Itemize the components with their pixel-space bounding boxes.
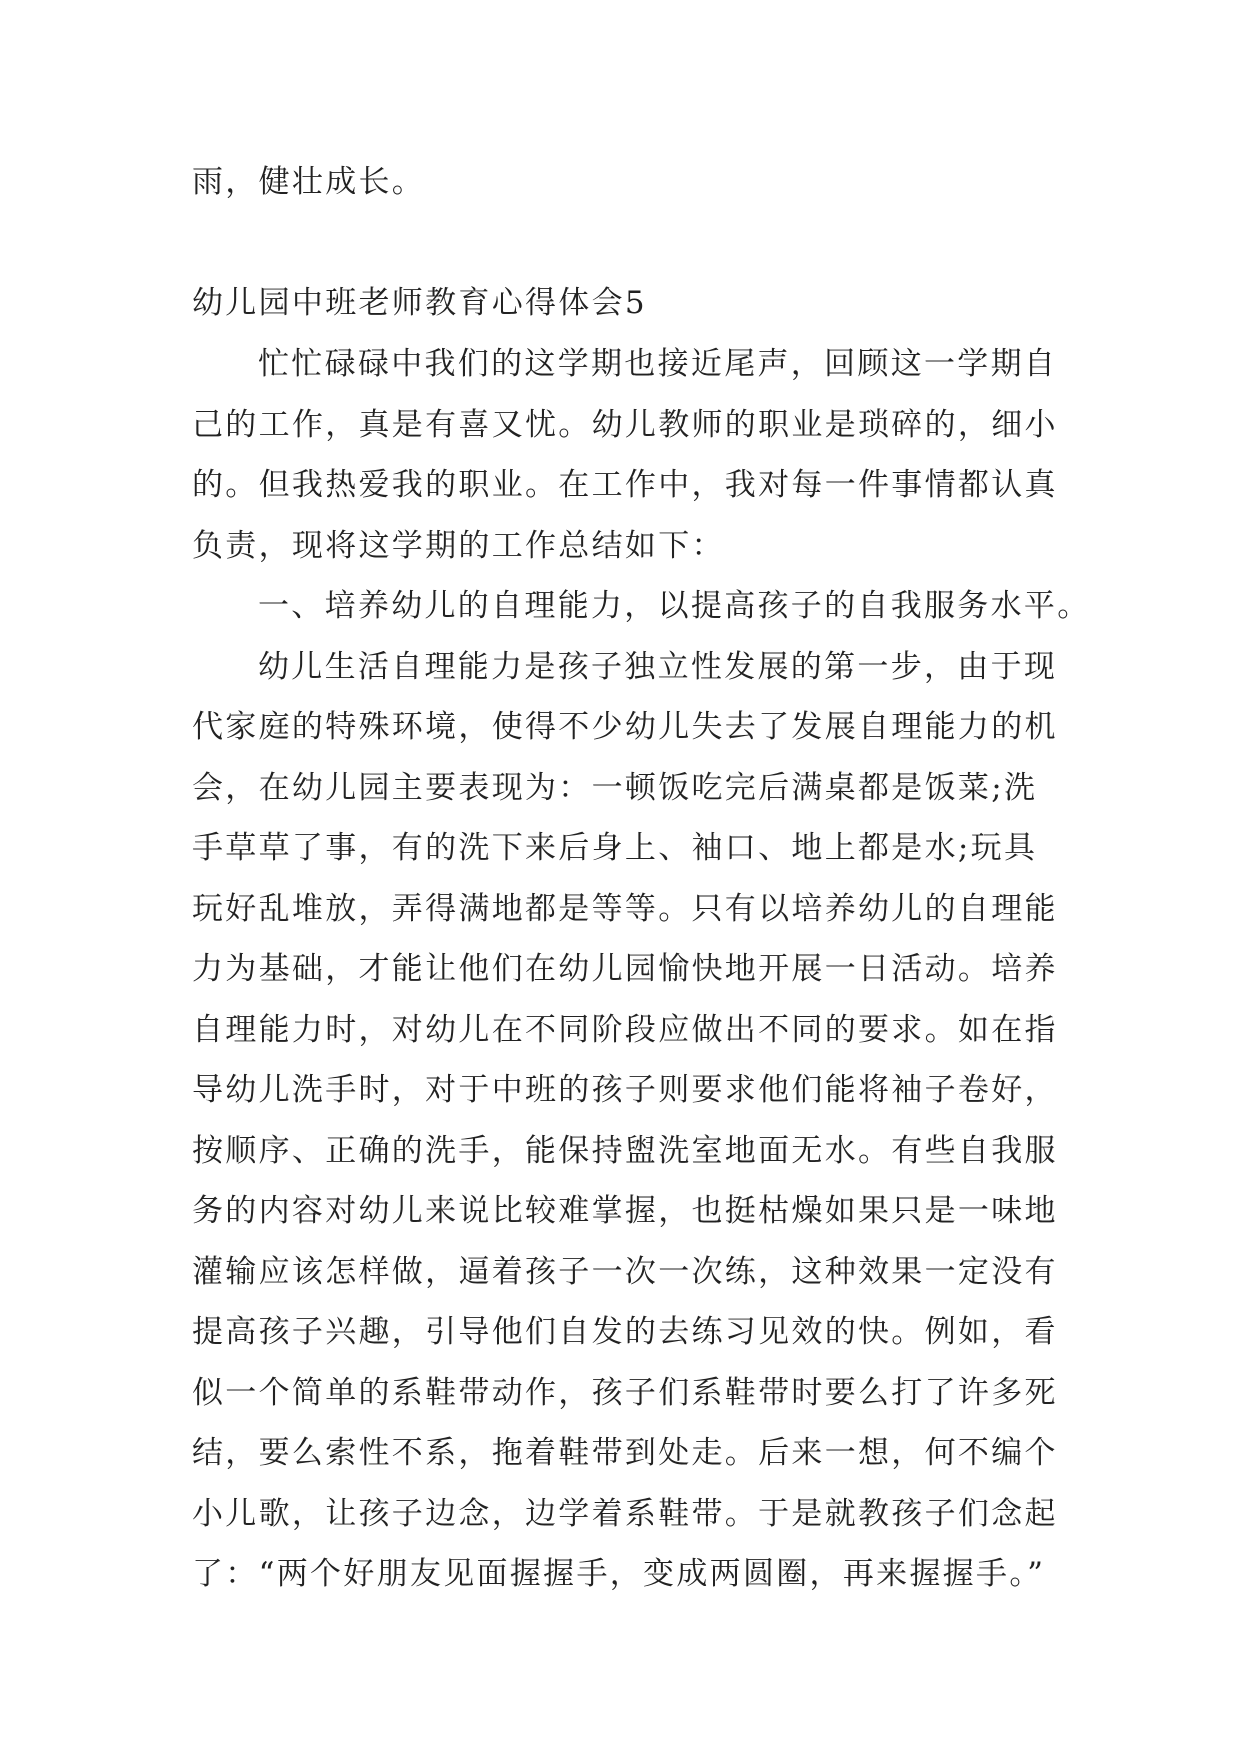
text-line: 按顺序、正确的洗手，能保持盥洗室地面无水。有些自我服 xyxy=(192,1132,1058,1169)
text-line: 导幼儿洗手时，对于中班的孩子则要求他们能将袖子卷好， xyxy=(192,1072,1058,1108)
text-line: 提高孩子兴趣，引导他们自发的去练习见效的快。例如，看 xyxy=(192,1314,1058,1350)
text-line: 似一个简单的系鞋带动作，孩子们系鞋带时要么打了许多死 xyxy=(192,1374,1058,1411)
text-line: 代家庭的特殊环境，使得不少幼儿失去了发展自理能力的机 xyxy=(192,709,1058,745)
text-line: 的。但我热爱我的职业。在工作中，我对每一件事情都认真 xyxy=(192,467,1058,503)
paragraph-intro xyxy=(192,334,1058,576)
text-line: 务的内容对幼儿来说比较难掌握，也挺枯燥如果只是一味地 xyxy=(192,1193,1058,1229)
text-line: 会，在幼儿园主要表现为：一顿饭吃完后满桌都是饭菜;洗 xyxy=(192,769,1038,806)
text-line: 自理能力时，对幼儿在不同阶段应做出不同的要求。如在指 xyxy=(192,1011,1058,1048)
heading-text: 幼儿园中班老师教育心得体会5 xyxy=(192,285,647,321)
fragment-paragraph xyxy=(192,152,1052,213)
text-line: 玩好乱堆放，弄得满地都是等等。只有以培养幼儿的自理能 xyxy=(192,890,1058,927)
text-line: 一、培养幼儿的自理能力，以提高孩子的自我服务水平。 xyxy=(258,588,1091,624)
text-line: 手草草了事，有的洗下来后身上、袖口、地上都是水;玩具 xyxy=(192,830,1038,866)
text-line: 忙忙碌碌中我们的这学期也接近尾声，回顾这一学期自 xyxy=(258,346,1058,382)
paragraph-point-one xyxy=(192,576,1091,637)
text-line: 小儿歌，让孩子边念，边学着系鞋带。于是就教孩子们念起 xyxy=(192,1495,1058,1532)
text-line: 力为基础，才能让他们在幼儿园愉快地开展一日活动。培养 xyxy=(192,951,1058,987)
text-line: 负责，现将这学期的工作总结如下： xyxy=(192,527,725,564)
text-line: 幼儿生活自理能力是孩子独立性发展的第一步，由于现 xyxy=(258,648,1058,685)
paragraph-self-care xyxy=(192,637,1058,1605)
text-line: 雨，健壮成长。 xyxy=(192,164,426,200)
text-line: 灌输应该怎样做，逼着孩子一次一次练，这种效果一定没有 xyxy=(192,1253,1058,1290)
section-heading xyxy=(192,273,1052,334)
text-line: 己的工作，真是有喜又忧。幼儿教师的职业是琐碎的，细小 xyxy=(192,406,1058,443)
body-text xyxy=(192,334,1091,1605)
text-line: 结，要么索性不系，拖着鞋带到处走。后来一想，何不编个 xyxy=(192,1435,1058,1471)
text-line: 了：“两个好朋友见面握握手，变成两圆圈，再来握握手。” xyxy=(192,1556,1046,1592)
